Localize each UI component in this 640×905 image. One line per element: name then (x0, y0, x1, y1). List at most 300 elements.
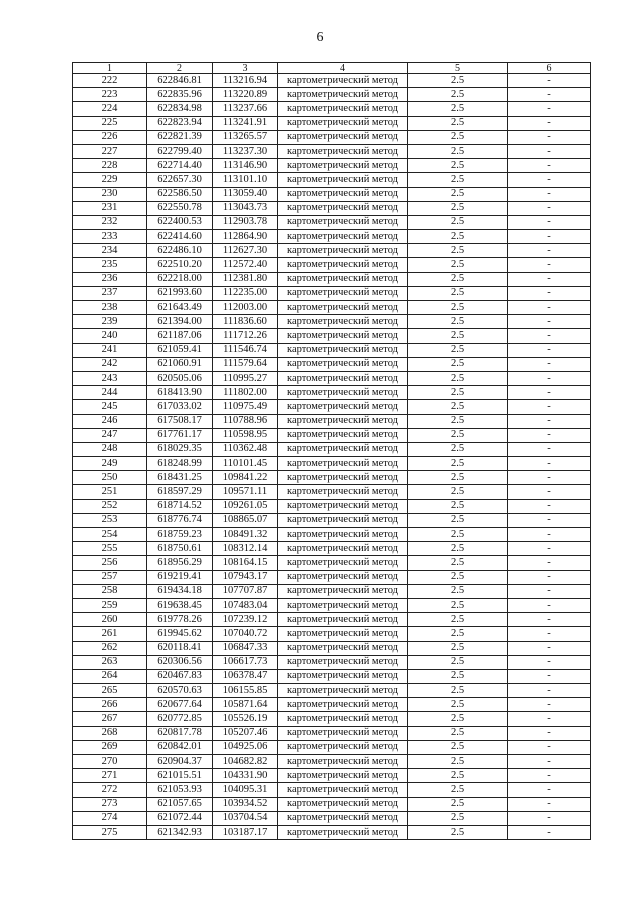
y-coordinate-cell: 106617.73 (213, 655, 278, 669)
accuracy-cell: 2.5 (408, 144, 508, 158)
point-number-cell: 274 (73, 811, 147, 825)
table-row (73, 769, 591, 783)
point-number-cell: 257 (73, 570, 147, 584)
method-cell: картометрический метод (278, 598, 408, 612)
note-cell: - (508, 272, 591, 286)
note-cell: - (508, 230, 591, 244)
point-number-cell: 264 (73, 669, 147, 683)
method-cell: картометрический метод (278, 811, 408, 825)
table-row (73, 684, 591, 698)
coordinates-table (72, 62, 591, 840)
table-row (73, 471, 591, 485)
note-cell: - (508, 144, 591, 158)
method-cell: картометрический метод (278, 485, 408, 499)
note-cell: - (508, 414, 591, 428)
point-number-cell: 272 (73, 783, 147, 797)
note-cell: - (508, 258, 591, 272)
accuracy-cell: 2.5 (408, 457, 508, 471)
x-coordinate-cell: 620570.63 (147, 684, 213, 698)
x-coordinate-cell: 618750.61 (147, 542, 213, 556)
accuracy-cell: 2.5 (408, 88, 508, 102)
y-coordinate-cell: 111579.64 (213, 357, 278, 371)
y-coordinate-cell: 110788.96 (213, 414, 278, 428)
x-coordinate-cell: 621394.00 (147, 315, 213, 329)
y-coordinate-cell: 112381.80 (213, 272, 278, 286)
point-number-cell: 228 (73, 159, 147, 173)
accuracy-cell: 2.5 (408, 230, 508, 244)
table-row (73, 88, 591, 102)
method-cell: картометрический метод (278, 740, 408, 754)
point-number-cell: 252 (73, 499, 147, 513)
method-cell: картометрический метод (278, 712, 408, 726)
note-cell: - (508, 244, 591, 258)
accuracy-cell: 2.5 (408, 769, 508, 783)
note-cell: - (508, 684, 591, 698)
method-cell: картометрический метод (278, 584, 408, 598)
y-coordinate-cell: 112864.90 (213, 230, 278, 244)
table-header-row (73, 63, 591, 74)
accuracy-cell: 2.5 (408, 755, 508, 769)
note-cell: - (508, 698, 591, 712)
note-cell: - (508, 457, 591, 471)
x-coordinate-cell: 618431.25 (147, 471, 213, 485)
note-cell: - (508, 301, 591, 315)
table-row (73, 442, 591, 456)
table-row (73, 357, 591, 371)
y-coordinate-cell: 109841.22 (213, 471, 278, 485)
accuracy-cell: 2.5 (408, 258, 508, 272)
point-number-cell: 263 (73, 655, 147, 669)
method-cell: картометрический метод (278, 698, 408, 712)
table-row (73, 641, 591, 655)
point-number-cell: 238 (73, 301, 147, 315)
y-coordinate-cell: 111546.74 (213, 343, 278, 357)
note-cell: - (508, 329, 591, 343)
table-row (73, 272, 591, 286)
method-cell: картометрический метод (278, 371, 408, 385)
note-cell: - (508, 769, 591, 783)
table-row (73, 598, 591, 612)
accuracy-cell: 2.5 (408, 598, 508, 612)
point-number-cell: 241 (73, 343, 147, 357)
accuracy-cell: 2.5 (408, 315, 508, 329)
column-header: 6 (508, 63, 591, 74)
point-number-cell: 225 (73, 116, 147, 130)
accuracy-cell: 2.5 (408, 556, 508, 570)
table-row (73, 201, 591, 215)
note-cell: - (508, 116, 591, 130)
x-coordinate-cell: 621057.65 (147, 797, 213, 811)
x-coordinate-cell: 619778.26 (147, 613, 213, 627)
y-coordinate-cell: 110362.48 (213, 442, 278, 456)
method-cell: картометрический метод (278, 570, 408, 584)
note-cell: - (508, 471, 591, 485)
point-number-cell: 235 (73, 258, 147, 272)
note-cell: - (508, 215, 591, 229)
note-cell: - (508, 726, 591, 740)
x-coordinate-cell: 618248.99 (147, 457, 213, 471)
y-coordinate-cell: 110975.49 (213, 400, 278, 414)
y-coordinate-cell: 113043.73 (213, 201, 278, 215)
accuracy-cell: 2.5 (408, 244, 508, 258)
point-number-cell: 240 (73, 329, 147, 343)
note-cell: - (508, 173, 591, 187)
y-coordinate-cell: 112627.30 (213, 244, 278, 258)
accuracy-cell: 2.5 (408, 797, 508, 811)
x-coordinate-cell: 618597.29 (147, 485, 213, 499)
note-cell: - (508, 286, 591, 300)
table-body (73, 74, 591, 840)
point-number-cell: 236 (73, 272, 147, 286)
table-row (73, 669, 591, 683)
column-header: 4 (278, 63, 408, 74)
point-number-cell: 230 (73, 187, 147, 201)
method-cell: картометрический метод (278, 556, 408, 570)
accuracy-cell: 2.5 (408, 343, 508, 357)
x-coordinate-cell: 621643.49 (147, 301, 213, 315)
y-coordinate-cell: 107707.87 (213, 584, 278, 598)
point-number-cell: 253 (73, 513, 147, 527)
note-cell: - (508, 371, 591, 385)
point-number-cell: 265 (73, 684, 147, 698)
table-row (73, 102, 591, 116)
x-coordinate-cell: 622486.10 (147, 244, 213, 258)
y-coordinate-cell: 104925.06 (213, 740, 278, 754)
x-coordinate-cell: 620677.64 (147, 698, 213, 712)
accuracy-cell: 2.5 (408, 669, 508, 683)
table-row (73, 556, 591, 570)
accuracy-cell: 2.5 (408, 400, 508, 414)
table-row (73, 570, 591, 584)
y-coordinate-cell: 108164.15 (213, 556, 278, 570)
point-number-cell: 266 (73, 698, 147, 712)
note-cell: - (508, 825, 591, 839)
y-coordinate-cell: 113216.94 (213, 74, 278, 88)
x-coordinate-cell: 618956.29 (147, 556, 213, 570)
x-coordinate-cell: 618029.35 (147, 442, 213, 456)
point-number-cell: 245 (73, 400, 147, 414)
point-number-cell: 226 (73, 130, 147, 144)
method-cell: картометрический метод (278, 258, 408, 272)
note-cell: - (508, 187, 591, 201)
accuracy-cell: 2.5 (408, 485, 508, 499)
point-number-cell: 251 (73, 485, 147, 499)
note-cell: - (508, 201, 591, 215)
table-row (73, 627, 591, 641)
table-row (73, 457, 591, 471)
x-coordinate-cell: 621342.93 (147, 825, 213, 839)
note-cell: - (508, 513, 591, 527)
table-row (73, 513, 591, 527)
y-coordinate-cell: 111802.00 (213, 386, 278, 400)
x-coordinate-cell: 622835.96 (147, 88, 213, 102)
y-coordinate-cell: 112903.78 (213, 215, 278, 229)
note-cell: - (508, 102, 591, 116)
point-number-cell: 222 (73, 74, 147, 88)
method-cell: картометрический метод (278, 301, 408, 315)
x-coordinate-cell: 622823.94 (147, 116, 213, 130)
table-row (73, 726, 591, 740)
y-coordinate-cell: 107040.72 (213, 627, 278, 641)
y-coordinate-cell: 113101.10 (213, 173, 278, 187)
note-cell: - (508, 584, 591, 598)
x-coordinate-cell: 620842.01 (147, 740, 213, 754)
y-coordinate-cell: 105207.46 (213, 726, 278, 740)
y-coordinate-cell: 105871.64 (213, 698, 278, 712)
note-cell: - (508, 811, 591, 825)
y-coordinate-cell: 113220.89 (213, 88, 278, 102)
method-cell: картометрический метод (278, 513, 408, 527)
accuracy-cell: 2.5 (408, 712, 508, 726)
method-cell: картометрический метод (278, 783, 408, 797)
accuracy-cell: 2.5 (408, 74, 508, 88)
point-number-cell: 239 (73, 315, 147, 329)
method-cell: картометрический метод (278, 102, 408, 116)
accuracy-cell: 2.5 (408, 613, 508, 627)
table-row (73, 144, 591, 158)
table-row (73, 811, 591, 825)
accuracy-cell: 2.5 (408, 386, 508, 400)
note-cell: - (508, 74, 591, 88)
note-cell: - (508, 485, 591, 499)
note-cell: - (508, 357, 591, 371)
point-number-cell: 250 (73, 471, 147, 485)
method-cell: картометрический метод (278, 627, 408, 641)
method-cell: картометрический метод (278, 726, 408, 740)
x-coordinate-cell: 622714.40 (147, 159, 213, 173)
point-number-cell: 233 (73, 230, 147, 244)
x-coordinate-cell: 622414.60 (147, 230, 213, 244)
table-row (73, 244, 591, 258)
point-number-cell: 224 (73, 102, 147, 116)
x-coordinate-cell: 617761.17 (147, 428, 213, 442)
column-header: 5 (408, 63, 508, 74)
method-cell: картометрический метод (278, 457, 408, 471)
table-row (73, 414, 591, 428)
note-cell: - (508, 613, 591, 627)
point-number-cell: 260 (73, 613, 147, 627)
y-coordinate-cell: 108491.32 (213, 528, 278, 542)
method-cell: картометрический метод (278, 641, 408, 655)
point-number-cell: 255 (73, 542, 147, 556)
point-number-cell: 223 (73, 88, 147, 102)
method-cell: картометрический метод (278, 130, 408, 144)
table-row (73, 159, 591, 173)
note-cell: - (508, 755, 591, 769)
accuracy-cell: 2.5 (408, 286, 508, 300)
x-coordinate-cell: 622834.98 (147, 102, 213, 116)
note-cell: - (508, 783, 591, 797)
method-cell: картометрический метод (278, 386, 408, 400)
x-coordinate-cell: 618759.23 (147, 528, 213, 542)
accuracy-cell: 2.5 (408, 173, 508, 187)
y-coordinate-cell: 104682.82 (213, 755, 278, 769)
accuracy-cell: 2.5 (408, 130, 508, 144)
table-row (73, 400, 591, 414)
table-row (73, 740, 591, 754)
method-cell: картометрический метод (278, 173, 408, 187)
x-coordinate-cell: 619219.41 (147, 570, 213, 584)
x-coordinate-cell: 621187.06 (147, 329, 213, 343)
x-coordinate-cell: 622799.40 (147, 144, 213, 158)
y-coordinate-cell: 103187.17 (213, 825, 278, 839)
method-cell: картометрический метод (278, 471, 408, 485)
y-coordinate-cell: 113146.90 (213, 159, 278, 173)
point-number-cell: 254 (73, 528, 147, 542)
accuracy-cell: 2.5 (408, 783, 508, 797)
note-cell: - (508, 528, 591, 542)
point-number-cell: 234 (73, 244, 147, 258)
x-coordinate-cell: 622550.78 (147, 201, 213, 215)
y-coordinate-cell: 106847.33 (213, 641, 278, 655)
method-cell: картометрический метод (278, 88, 408, 102)
method-cell: картометрический метод (278, 159, 408, 173)
method-cell: картометрический метод (278, 797, 408, 811)
point-number-cell: 248 (73, 442, 147, 456)
x-coordinate-cell: 618776.74 (147, 513, 213, 527)
accuracy-cell: 2.5 (408, 201, 508, 215)
method-cell: картометрический метод (278, 499, 408, 513)
table-row (73, 386, 591, 400)
method-cell: картометрический метод (278, 215, 408, 229)
x-coordinate-cell: 619945.62 (147, 627, 213, 641)
x-coordinate-cell: 621072.44 (147, 811, 213, 825)
method-cell: картометрический метод (278, 329, 408, 343)
method-cell: картометрический метод (278, 116, 408, 130)
table-row (73, 130, 591, 144)
point-number-cell: 262 (73, 641, 147, 655)
x-coordinate-cell: 621993.60 (147, 286, 213, 300)
method-cell: картометрический метод (278, 74, 408, 88)
y-coordinate-cell: 113265.57 (213, 130, 278, 144)
y-coordinate-cell: 104095.31 (213, 783, 278, 797)
point-number-cell: 268 (73, 726, 147, 740)
table-row (73, 428, 591, 442)
note-cell: - (508, 442, 591, 456)
method-cell: картометрический метод (278, 428, 408, 442)
table-row (73, 528, 591, 542)
note-cell: - (508, 797, 591, 811)
note-cell: - (508, 570, 591, 584)
x-coordinate-cell: 620118.41 (147, 641, 213, 655)
method-cell: картометрический метод (278, 769, 408, 783)
x-coordinate-cell: 620904.37 (147, 755, 213, 769)
method-cell: картометрический метод (278, 442, 408, 456)
note-cell: - (508, 740, 591, 754)
accuracy-cell: 2.5 (408, 655, 508, 669)
accuracy-cell: 2.5 (408, 740, 508, 754)
table-row (73, 173, 591, 187)
accuracy-cell: 2.5 (408, 357, 508, 371)
accuracy-cell: 2.5 (408, 215, 508, 229)
x-coordinate-cell: 617508.17 (147, 414, 213, 428)
y-coordinate-cell: 111836.60 (213, 315, 278, 329)
point-number-cell: 246 (73, 414, 147, 428)
x-coordinate-cell: 622510.20 (147, 258, 213, 272)
accuracy-cell: 2.5 (408, 542, 508, 556)
accuracy-cell: 2.5 (408, 187, 508, 201)
accuracy-cell: 2.5 (408, 726, 508, 740)
note-cell: - (508, 627, 591, 641)
x-coordinate-cell: 621059.41 (147, 343, 213, 357)
y-coordinate-cell: 104331.90 (213, 769, 278, 783)
accuracy-cell: 2.5 (408, 371, 508, 385)
accuracy-cell: 2.5 (408, 627, 508, 641)
table-row (73, 116, 591, 130)
note-cell: - (508, 343, 591, 357)
accuracy-cell: 2.5 (408, 698, 508, 712)
accuracy-cell: 2.5 (408, 301, 508, 315)
x-coordinate-cell: 620772.85 (147, 712, 213, 726)
point-number-cell: 237 (73, 286, 147, 300)
accuracy-cell: 2.5 (408, 811, 508, 825)
note-cell: - (508, 386, 591, 400)
x-coordinate-cell: 617033.02 (147, 400, 213, 414)
note-cell: - (508, 159, 591, 173)
accuracy-cell: 2.5 (408, 641, 508, 655)
y-coordinate-cell: 106155.85 (213, 684, 278, 698)
point-number-cell: 231 (73, 201, 147, 215)
point-number-cell: 256 (73, 556, 147, 570)
x-coordinate-cell: 622586.50 (147, 187, 213, 201)
table-row (73, 371, 591, 385)
y-coordinate-cell: 107239.12 (213, 613, 278, 627)
accuracy-cell: 2.5 (408, 584, 508, 598)
column-header: 2 (147, 63, 213, 74)
y-coordinate-cell: 110101.45 (213, 457, 278, 471)
note-cell: - (508, 641, 591, 655)
column-header: 1 (73, 63, 147, 74)
page-number: 6 (316, 30, 324, 45)
table-row (73, 315, 591, 329)
point-number-cell: 258 (73, 584, 147, 598)
table-row (73, 329, 591, 343)
method-cell: картометрический метод (278, 613, 408, 627)
y-coordinate-cell: 103934.52 (213, 797, 278, 811)
y-coordinate-cell: 110598.95 (213, 428, 278, 442)
method-cell: картометрический метод (278, 187, 408, 201)
point-number-cell: 232 (73, 215, 147, 229)
x-coordinate-cell: 622657.30 (147, 173, 213, 187)
method-cell: картометрический метод (278, 357, 408, 371)
method-cell: картометрический метод (278, 542, 408, 556)
x-coordinate-cell: 621060.91 (147, 357, 213, 371)
table-row (73, 215, 591, 229)
accuracy-cell: 2.5 (408, 684, 508, 698)
accuracy-cell: 2.5 (408, 528, 508, 542)
y-coordinate-cell: 113241.91 (213, 116, 278, 130)
y-coordinate-cell: 103704.54 (213, 811, 278, 825)
point-number-cell: 273 (73, 797, 147, 811)
table-row (73, 499, 591, 513)
note-cell: - (508, 428, 591, 442)
accuracy-cell: 2.5 (408, 499, 508, 513)
note-cell: - (508, 669, 591, 683)
accuracy-cell: 2.5 (408, 471, 508, 485)
y-coordinate-cell: 112003.00 (213, 301, 278, 315)
method-cell: картометрический метод (278, 655, 408, 669)
x-coordinate-cell: 620505.06 (147, 371, 213, 385)
accuracy-cell: 2.5 (408, 116, 508, 130)
y-coordinate-cell: 106378.47 (213, 669, 278, 683)
accuracy-cell: 2.5 (408, 825, 508, 839)
table-row (73, 542, 591, 556)
point-number-cell: 247 (73, 428, 147, 442)
x-coordinate-cell: 622821.39 (147, 130, 213, 144)
y-coordinate-cell: 109571.11 (213, 485, 278, 499)
note-cell: - (508, 130, 591, 144)
accuracy-cell: 2.5 (408, 513, 508, 527)
